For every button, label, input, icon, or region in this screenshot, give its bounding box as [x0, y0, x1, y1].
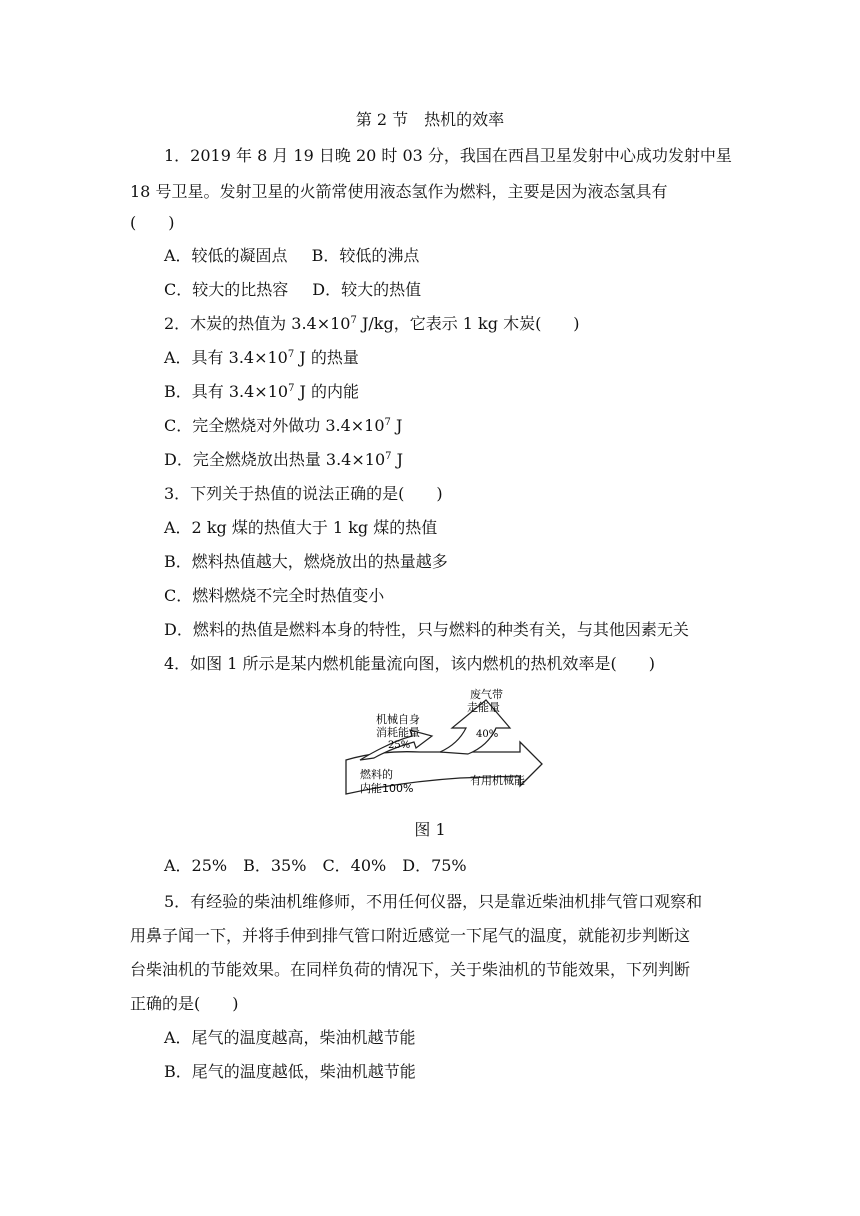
q5-stem-line4: 正确的是( ) [130, 994, 239, 1013]
q1-option-b: B．较低的沸点 [311, 246, 420, 265]
q1-stem-line3: ( ) [130, 213, 175, 232]
q2-option-b [164, 382, 359, 402]
q5-option-b: B．尾气的温度越低，柴油机越节能 [164, 1062, 416, 1081]
q3-option-a: A．2 kg 煤的热值大于 1 kg 煤的热值 [164, 518, 438, 537]
q2-stem-text: 2．木炭的热值为 3.4×10 [164, 314, 351, 333]
q1-options-row1 [164, 246, 419, 266]
q1-stem-line1: 1．2019 年 8 月 19 日晚 20 时 03 分，我国在西昌卫星发射中心成功发射中星 [164, 146, 732, 165]
q2-stem-exponent: 7 [350, 315, 357, 326]
q2-option-d [164, 450, 403, 470]
q2-option-b-exponent: 7 [288, 383, 295, 394]
q3-stem: 3．下列关于热值的说法正确的是( ) [164, 484, 443, 503]
q2-option-c [164, 416, 402, 436]
q1-stem-line2: 18 号卫星。发射卫星的火箭常使用液态氢作为燃料，主要是因为液态氢具有 [130, 182, 668, 201]
q2-stem-text-end: J/kg，它表示 1 kg 木炭( ) [356, 314, 580, 333]
q1-option-a: A．较低的凝固点 [164, 246, 288, 265]
q1-options-row2 [164, 280, 421, 300]
q1-option-d: D．较大的热值 [312, 280, 422, 299]
label-self-line1: 机械自身 [376, 713, 420, 726]
label-waste-line2: 走能量 [467, 701, 500, 714]
q5-option-a: A．尾气的温度越高，柴油机越节能 [164, 1028, 416, 1047]
q2-option-d-text-end: J [391, 450, 404, 469]
q2-option-a-exponent: 7 [287, 349, 295, 360]
q2-option-c-text-end: J [390, 416, 403, 435]
q5-stem-line2: 用鼻子闻一下，并将手伸到排气管口附近感觉一下尾气的温度，就能初步判断这 [130, 926, 691, 945]
q4-stem: 4．如图 1 所示是某内燃机能量流向图，该内燃机的热机效率是( ) [164, 654, 656, 673]
page-title: 第 2 节 热机的效率 [355, 110, 505, 129]
q5-stem-line3: 台柴油机的节能效果。在同样负荷的情况下，关于柴油机的节能效果，下列判断 [130, 960, 691, 979]
q5-stem-line1: 5．有经验的柴油机维修师，不用任何仪器，只是靠近柴油机排气管口观察和 [164, 892, 703, 911]
q3-option-d: D．燃料的热值是燃料本身的特性，只与燃料的种类有关，与其他因素无关 [164, 620, 689, 639]
q2-option-c-exponent: 7 [384, 417, 391, 428]
q2-option-d-text: D．完全燃烧放出热量 3.4×10 [164, 450, 386, 469]
q4-options: A．25% B．35% C．40% D．75% [164, 856, 467, 875]
q2-option-c-text: C．完全燃烧对外做功 3.4×10 [164, 416, 385, 435]
q2-option-b-text-end: J 的内能 [294, 382, 360, 401]
q2-stem [164, 314, 580, 334]
label-self-percent: 25% [388, 740, 411, 751]
q2-option-a [164, 348, 359, 368]
q3-option-c: C．燃料燃烧不完全时热值变小 [164, 586, 385, 605]
label-input-line1: 燃料的 [360, 768, 393, 781]
q2-option-d-exponent: 7 [385, 451, 392, 462]
q1-option-c: C．较大的比热容 [164, 280, 289, 299]
q2-option-b-text: B．具有 3.4×10 [164, 382, 289, 401]
q2-option-a-text: A．具有 3.4×10 [164, 348, 288, 367]
q3-option-b: B．燃料热值越大，燃烧放出的热量越多 [164, 552, 448, 571]
label-waste-percent: 40% [476, 729, 499, 740]
label-waste-line1: 废气带 [470, 688, 503, 701]
label-self-line2: 消耗能量 [376, 726, 420, 739]
q2-option-a-text-end: J 的热量 [294, 348, 359, 367]
label-input-line2: 内能100% [360, 782, 414, 795]
label-useful: 有用机械能 [470, 774, 525, 787]
figure-caption: 图 1 [414, 820, 446, 839]
energy-flow-diagram [340, 680, 560, 800]
